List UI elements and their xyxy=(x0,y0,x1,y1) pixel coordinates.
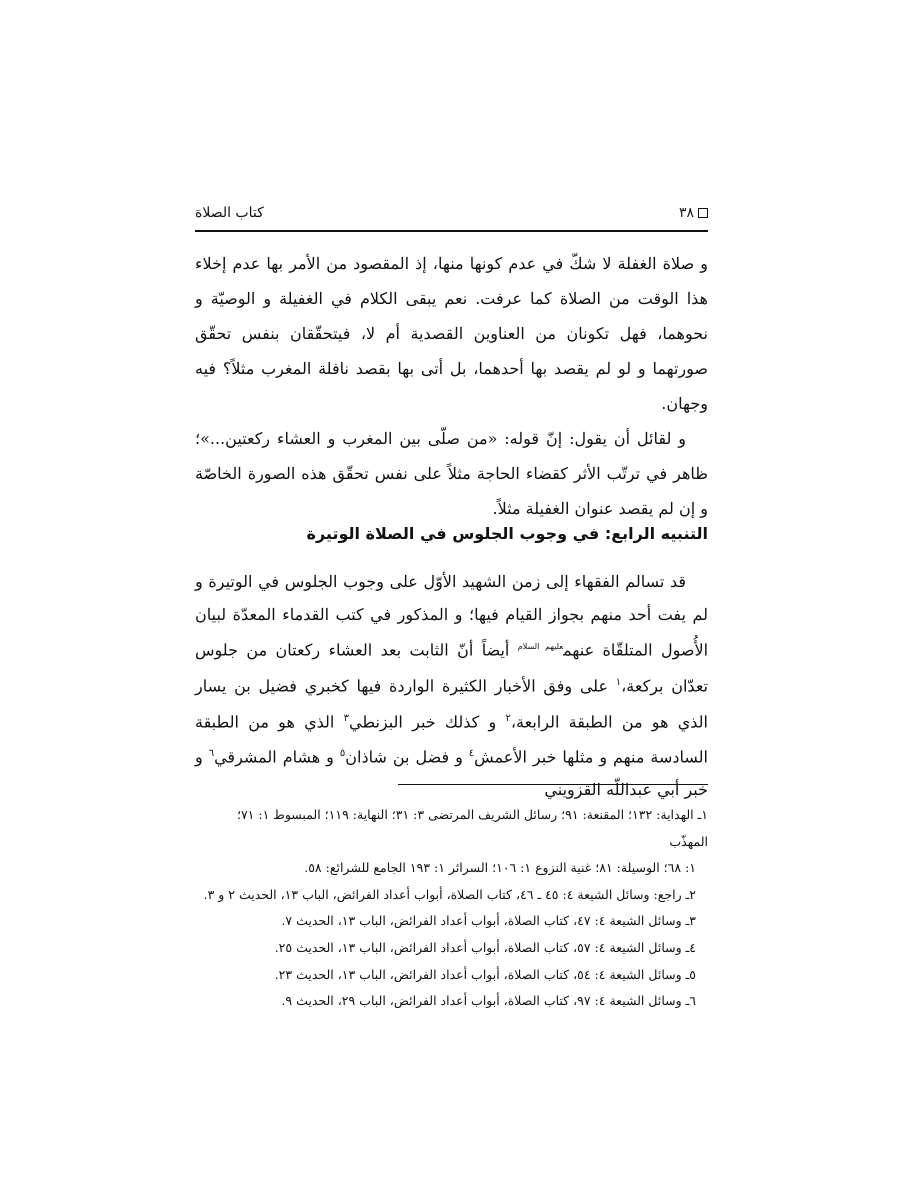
footnotes xyxy=(195,802,708,1015)
paragraph: و صلاة الغفلة لا شكّ في عدم كونها منها، إذ المقصود من الأمر بها عدم إخلاء هذا الوقت من الصلاة كما عرفت. نعم يبقى الكلام في الغفيلة و الوصيّة و نحوهما، فهل تكونان من العناوين القصدية أم لا، فيتحقّقان بنفس تحقّق صورتهما و لو لم يقصد بها أحدهما، بل أتى بها بقصد نافلة المغرب مثلاً؟ فيه وجهان. xyxy=(195,254,708,413)
header-rule xyxy=(195,230,708,232)
paragraph: و لقائل أن يقول: إنّ قوله: «من صلّى بين المغرب و العشاء ركعتين...»؛ ظاهر في ترتّب الأثر كقضاء الحاجة مثلاً على نفس تحقّق هذه الصورة الخاصّة و إن لم يقصد عنوان الغفيلة مثلاً. xyxy=(195,429,708,518)
footnote-ref: ١ xyxy=(615,676,622,688)
section-body xyxy=(195,566,708,807)
footnote: ١ـ الهداية: ١٣٢؛ المقنعة: ٩١؛ رسائل الشريف المرتضى ٣: ٣١؛ النهاية: ١١٩؛ المبسوط ١: ٧١؛ المهذّب xyxy=(236,807,708,849)
footnote: ٤ـ وسائل الشيعة ٤: ٥٧، كتاب الصلاة، أبواب أعداد الفرائض، الباب ١٣، الحديث ٢٥. xyxy=(274,939,696,955)
footnote-ref: ٥ xyxy=(339,748,346,760)
footnote: ٥ـ وسائل الشيعة ٤: ٥٤، كتاب الصلاة، أبواب أعداد الفرائض، الباب ١٣، الحديث ٢٣. xyxy=(274,966,696,982)
footnote-ref: ٤ xyxy=(468,748,475,760)
page-header xyxy=(195,202,708,224)
book-title: كتاب الصلاة xyxy=(195,205,264,221)
footnote-ref: ٦ xyxy=(208,748,215,760)
footnote: ٦ـ وسائل الشيعة ٤: ٩٧، كتاب الصلاة، أبواب أعداد الفرائض، الباب ٢٩، الحديث ٩. xyxy=(281,993,696,1009)
footnote: ٣ـ وسائل الشيعة ٤: ٤٧، كتاب الصلاة، أبواب أعداد الفرائض، الباب ١٣، الحديث ٧. xyxy=(281,913,696,929)
footnote: ٢ـ راجع: وسائل الشيعة ٤: ٤٥ ـ ٤٦، كتاب الصلاة، أبواب أعداد الفرائض، الباب ١٣، الحديث ٢ و ٣. xyxy=(203,886,696,902)
body-text xyxy=(195,246,708,526)
footnote-continuation: ١: ٦٨؛ الوسيلة: ٨١؛ غنية النزوع ١: ١٠٦؛ السرائر ١: ١٩٣ الجامع للشرائع: ٥٨. xyxy=(304,860,696,876)
paragraph: قد تسالم الفقهاء إلى زمن الشهيد الأوّل على وجوب الجلوس في الوتيرة و لم يفت أحد منهم بجواز القيام فيها؛ و المذكور في كتب القدماء المعدّة لبيان الأُصول المتلقّاة عنهم$^{عليهم السلام}$ أيضاً أنّ الثابت بعد العشاء ركعتان من جلوس تعدّان بركعة،$^١$ على وفق الأخبار الكثيرة الواردة فيها كخبري فضيل بن يسار الذي هو من الطبقة الرابعة،$^٢$ و كذلك خبر البزنطي$^٣$ الذي هو من الطبقة السادسة منهم و مثلها خبر الأعمش$^٤$ و فضل بن شاذان$^٥$ و هشام المشرقي$^٦$ و خبر أبي عبداللّه القزويني xyxy=(195,572,709,800)
page-number xyxy=(679,205,708,221)
footnote-ref: ٢ xyxy=(505,712,511,724)
honorific: عليهم السلام xyxy=(517,642,564,651)
section-heading: التنبيه الرابع: في وجوب الجلوس في الصلاة الوتيرة xyxy=(306,524,708,543)
footnote-ref: ٣ xyxy=(343,712,349,724)
page-number-text: ٣٨ xyxy=(678,205,694,221)
footnote-rule xyxy=(398,784,708,785)
square-icon xyxy=(698,208,708,218)
